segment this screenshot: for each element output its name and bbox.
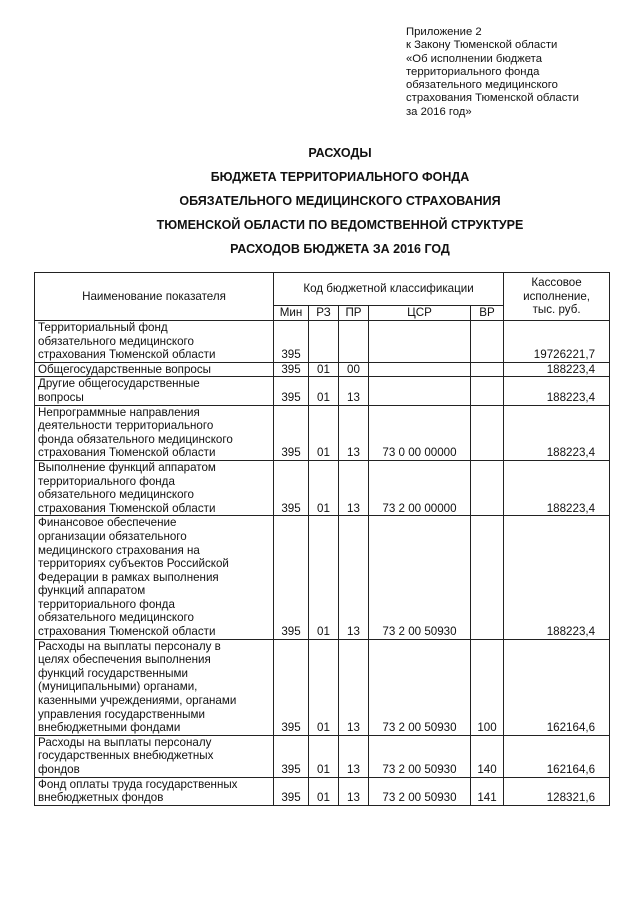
appendix-note (406, 26, 626, 119)
header-amount-line: Кассовое (531, 276, 582, 290)
table-row (35, 460, 610, 515)
cell-min: 395 (274, 405, 309, 460)
cell-csr (369, 377, 471, 405)
table-row (35, 516, 610, 639)
cell-name-line: Другие общегосударственные (38, 377, 200, 391)
header-rz: РЗ (309, 306, 339, 321)
cell-vr (471, 362, 504, 377)
cell-name-line: страхования Тюменской области (38, 501, 216, 515)
cell-name-line: Финансовое обеспечение (38, 516, 177, 530)
table-row (35, 777, 610, 805)
cell-amount: 128321,6 (504, 777, 610, 805)
appendix-line: обязательного медицинского (406, 79, 558, 92)
cell-pr: 00 (339, 362, 369, 377)
appendix-line: к Закону Тюменской области (406, 39, 558, 52)
cell-name-line: территориального фонда (38, 597, 175, 611)
cell-amount: 188223,4 (504, 516, 610, 639)
cell-csr: 73 2 00 50930 (369, 777, 471, 805)
table-row (35, 362, 610, 377)
cell-name-line: вопросы (38, 390, 84, 404)
header-code-group: Код бюджетной классификации (274, 273, 504, 306)
title-line: ОБЯЗАТЕЛЬНОГО МЕДИЦИНСКОГО СТРАХОВАНИЯ (179, 194, 501, 208)
cell-name-line: территориального фонда (38, 474, 175, 488)
table-row (35, 735, 610, 777)
cell-name-line: фондов (38, 763, 80, 776)
cell-name-line: медицинского страхования на (38, 543, 200, 557)
cell-name-line: управления государственными (38, 707, 205, 721)
header-amount-line: исполнение, (523, 289, 591, 303)
cell-pr: 13 (339, 735, 369, 777)
cell-amount: 188223,4 (504, 377, 610, 405)
cell-name-line: страхования Тюменской области (38, 625, 216, 639)
cell-name (35, 777, 274, 805)
cell-name-line: страхования Тюменской области (38, 348, 216, 362)
cell-name-line: внебюджетных фондов (38, 791, 164, 805)
cell-name-line: фонда обязательного медицинского (38, 432, 233, 446)
header-amount (504, 273, 610, 321)
cell-name-line: казенными учреждениями, органами (38, 694, 237, 708)
table-row (35, 321, 610, 363)
cell-vr (471, 321, 504, 363)
cell-pr: 13 (339, 516, 369, 639)
cell-vr (471, 460, 504, 515)
cell-name-line: деятельности территориального (38, 419, 214, 433)
cell-csr: 73 2 00 50930 (369, 735, 471, 777)
cell-name-line: обязательного медицинского (38, 334, 194, 348)
cell-rz: 01 (309, 377, 339, 405)
cell-name-line: организации обязательного (38, 529, 187, 543)
cell-rz: 01 (309, 516, 339, 639)
cell-name (35, 735, 274, 777)
cell-rz: 01 (309, 362, 339, 377)
cell-name (35, 405, 274, 460)
cell-min: 395 (274, 321, 309, 363)
cell-min: 395 (274, 460, 309, 515)
cell-min: 395 (274, 777, 309, 805)
cell-pr: 13 (339, 405, 369, 460)
title-line: ТЮМЕНСКОЙ ОБЛАСТИ ПО ВЕДОМСТВЕННОЙ СТРУКТУРЕ (156, 218, 524, 232)
cell-name-line: Федерации в рамках выполнения (38, 570, 219, 584)
cell-amount: 188223,4 (504, 405, 610, 460)
cell-vr (471, 405, 504, 460)
table-body (35, 321, 610, 806)
cell-name-line: Выполнение функций аппаратом (38, 460, 216, 474)
cell-name (35, 321, 274, 363)
cell-min: 395 (274, 639, 309, 735)
cell-amount: 19726221,7 (504, 321, 610, 363)
table-row (35, 639, 610, 735)
cell-amount: 188223,4 (504, 362, 610, 377)
cell-name (35, 377, 274, 405)
document-title (0, 141, 640, 261)
cell-vr (471, 516, 504, 639)
appendix-line: Приложение 2 (406, 26, 482, 38)
cell-amount: 162164,6 (504, 639, 610, 735)
cell-pr: 13 (339, 777, 369, 805)
cell-name-line: Непрограммные направления (38, 405, 200, 419)
cell-name-line: Фонд оплаты труда государственных (38, 777, 238, 791)
header-amount-line: тыс. руб. (532, 303, 581, 317)
cell-name-line: Территориальный фонд (38, 321, 168, 334)
cell-min: 395 (274, 377, 309, 405)
table-row (35, 405, 610, 460)
cell-name-line: функций государственными (38, 666, 188, 680)
cell-vr: 140 (471, 735, 504, 777)
cell-rz: 01 (309, 735, 339, 777)
cell-rz: 01 (309, 777, 339, 805)
title-line: РАСХОДЫ (308, 146, 372, 160)
cell-name-line: территориях субъектов Российской (38, 557, 229, 571)
cell-rz: 01 (309, 460, 339, 515)
cell-name-line: государственных внебюджетных (38, 749, 214, 763)
cell-csr: 73 2 00 50930 (369, 639, 471, 735)
cell-rz: 01 (309, 639, 339, 735)
header-csr: ЦСР (369, 306, 471, 321)
cell-min: 395 (274, 735, 309, 777)
appendix-line: страхования Тюменской области (406, 92, 579, 105)
cell-name-line: (муниципальными) органами, (38, 680, 198, 694)
cell-min: 395 (274, 362, 309, 377)
cell-name-line: обязательного медицинского (38, 611, 194, 625)
cell-min: 395 (274, 516, 309, 639)
cell-csr (369, 362, 471, 377)
cell-csr: 73 2 00 50930 (369, 516, 471, 639)
cell-name-line: Расходы на выплаты персоналу в (38, 639, 221, 653)
cell-name-line: страхования Тюменской области (38, 446, 216, 460)
cell-csr: 73 2 00 00000 (369, 460, 471, 515)
cell-vr (471, 377, 504, 405)
cell-vr: 141 (471, 777, 504, 805)
cell-amount: 162164,6 (504, 735, 610, 777)
cell-pr: 13 (339, 639, 369, 735)
expenditure-table (34, 272, 610, 806)
header-vr: ВР (471, 306, 504, 321)
header-pr: ПР (339, 306, 369, 321)
table-row (35, 377, 610, 405)
title-line: БЮДЖЕТА ТЕРРИТОРИАЛЬНОГО ФОНДА (210, 170, 470, 184)
cell-csr (369, 321, 471, 363)
title-line: РАСХОДОВ БЮДЖЕТА ЗА 2016 ГОД (230, 242, 450, 256)
cell-amount: 188223,4 (504, 460, 610, 515)
header-name: Наименование показателя (35, 273, 274, 321)
cell-csr: 73 0 00 00000 (369, 405, 471, 460)
cell-name (35, 362, 274, 377)
cell-name (35, 460, 274, 515)
cell-pr (339, 321, 369, 363)
header-min: Мин (274, 306, 309, 321)
cell-name-line: функций аппаратом (38, 584, 146, 598)
cell-name (35, 516, 274, 639)
appendix-line: за 2016 год» (406, 105, 472, 118)
appendix-line: территориального фонда (406, 65, 540, 78)
cell-pr: 13 (339, 377, 369, 405)
cell-name-line: целях обеспечения выполнения (38, 653, 211, 667)
cell-name-line: обязательного медицинского (38, 488, 194, 502)
cell-pr: 13 (339, 460, 369, 515)
cell-name-line: внебюджетными фондами (38, 721, 181, 735)
appendix-line: «Об исполнении бюджета (406, 52, 542, 65)
cell-rz (309, 321, 339, 363)
cell-name (35, 639, 274, 735)
cell-name-line: Расходы на выплаты персоналу (38, 735, 212, 749)
cell-vr: 100 (471, 639, 504, 735)
cell-rz: 01 (309, 405, 339, 460)
cell-name-line: Общегосударственные вопросы (38, 362, 211, 376)
